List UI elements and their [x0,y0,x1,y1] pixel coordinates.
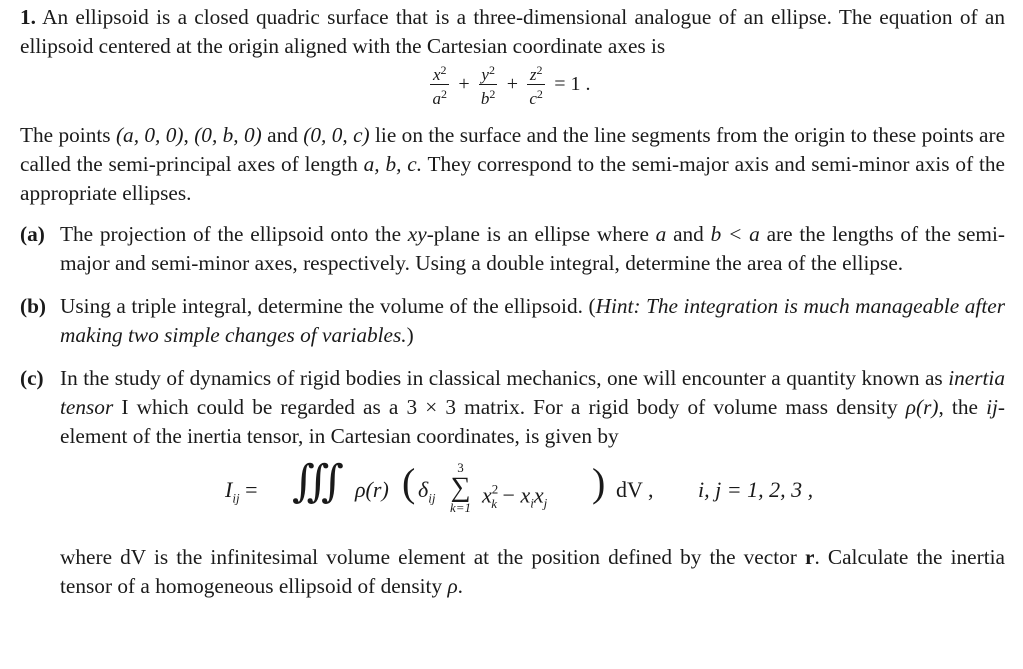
fraction-y: $\frac{y^2}{b^2}$ [480,63,496,108]
inertia-tensor-formula: $I_{ij}$ = ∭ ρ(r) ( $\delta_{ij}$ 3 ∑ k=1 $x^2_k - x_ix_j$ ) dV , i, j = 1, 2, 3 , [225,457,814,515]
part-c-label: (c) [20,366,44,390]
part-c-conclusion: where dV is the infinitesimal volume element at the position defined by the vector r. Calculate the inertia tensor of a homogeneous ellipsoid of density ρ. [60,545,1005,598]
problem-number: 1. [20,5,36,29]
semi-axes-paragraph: The points (a, 0, 0), (0, b, 0) and (0, 0, c) lie on the surface and the line segments from the origin to these points are called the semi-principal axes of length a, b, c. They correspond to the semi-major axis and semi-minor axis of the appropriate ellipses. [20,123,1006,205]
part-c: (c) In the study of dynamics of rigid bodies in classical mechanics, one will encounter a quantity known as inertia tensor I which could be regarded as a 3 × 3 matrix. For a rigid body of volume mass density ρ(r), the ij-element of the inertia tensor, in Cartesian coordinates, is given by [20,366,1005,448]
part-b: (b) Using a triple integral, determine the volume of the ellipsoid. (Hint: The integration is much manageable after making two simple changes of variables.) [20,294,1005,347]
equation-rhs: = 1 . [554,73,591,95]
fraction-z: $\frac{z^2}{c^2}$ [529,63,543,108]
triple-integral-symbol: ∭ [292,457,345,506]
formula-dv: dV , [616,477,654,502]
fraction-x: $\frac{x^2}{a^2}$ [432,63,447,108]
formula-index-range: i, j = 1, 2, 3 , [698,477,814,502]
part-b-label: (b) [20,294,47,318]
sum-symbol: 3 ∑ k=1 [450,460,472,515]
problem-intro [20,3,1005,61]
formula-lhs: $I_{ij}$ = [225,477,258,506]
ellipsoid-equation: $\frac{x^2}{a^2}$ + $\frac{y^2}{b^2}$ + $\frac{z^2}{c^2}$ = 1 . [20,61,1005,121]
hint-text: Hint: The integration is much manageable after making two simple changes of variables. [60,294,1005,347]
part-a-label: (a) [20,222,45,246]
problem-page [20,3,1005,601]
part-a: (a) The projection of the ellipsoid onto the xy-plane is an ellipse where a and b < a are the lengths of the semi-major and semi-minor axes, respectively. Using a double integral, determine the area of the ellipse. [20,222,1005,275]
intro-text: An ellipsoid is a closed quadric surface that is a three-dimensional analogue of an ellipse. The equation of an ellipsoid centered at the origin aligned with the Cartesian coordinate axes is [20,5,1005,58]
